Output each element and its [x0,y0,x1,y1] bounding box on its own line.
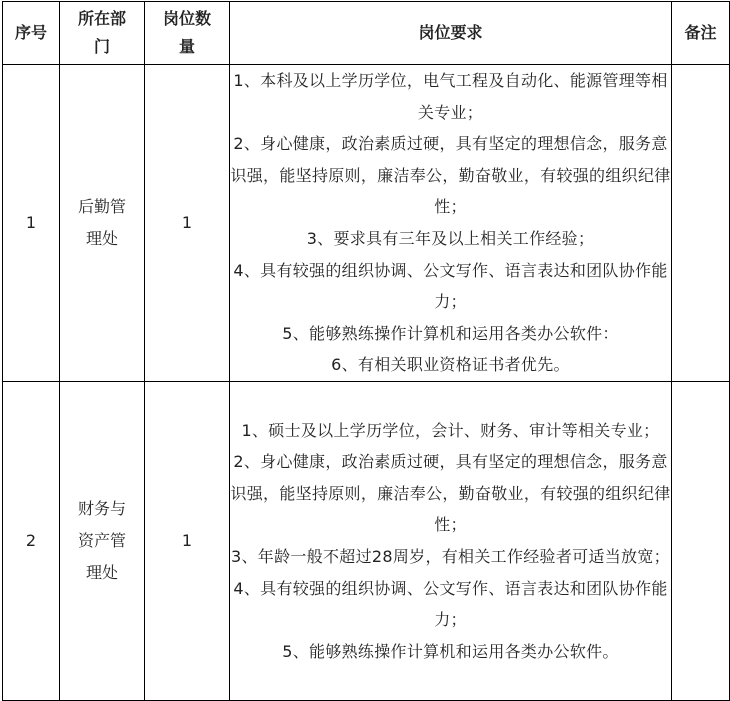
cell-dept: 后勤管理处 [60,65,145,382]
requirement-item: 2、身心健康，政治素质过硬，具有坚定的理想信念，服务意识强，能坚持原则，廉洁奉公，勤奋敬业，有较强的组织纪律性； [230,134,671,217]
cell-requirements [230,381,672,700]
requirement-item: 2、身心健康，政治素质过硬，具有坚定的理想信念，服务意识强，能坚持原则，廉洁奉公，勤奋敬业，有较强的组织纪律性； [230,452,671,535]
requirement-item: 4、具有较强的组织协调、公文写作、语言表达和团队协作能力； [233,578,668,630]
cell-dept: 财务与资产管理处 [60,381,145,700]
cell-seq: 2 [3,381,60,700]
table-row [3,65,730,382]
requirement-item: 6、有相关职业资格证书者优先。 [331,355,570,375]
cell-seq: 1 [3,65,60,382]
requirement-item: 5、能够熟练操作计算机和运用各类办公软件： [282,323,619,343]
header-seq: 序号 [3,2,60,65]
header-notes: 备注 [672,2,730,65]
cell-count: 1 [145,381,230,700]
header-row [3,2,730,65]
requirement-item: 3、要求具有三年及以上相关工作经验； [306,228,595,248]
cell-requirements [230,65,672,382]
header-count: 岗位数量 [145,2,230,65]
requirement-item: 1、本科及以上学历学位，电气工程及自动化、能源管理等相关专业； [233,71,668,122]
job-positions-table [2,1,730,701]
header-requirements: 岗位要求 [230,2,672,65]
requirement-item: 5、能够熟练操作计算机和运用各类办公软件。 [282,641,619,661]
requirement-item: 4、具有较强的组织协调、公文写作、语言表达和团队协作能力； [233,260,668,312]
requirement-item: 1、硕士及以上学历学位，会计、财务、审计等相关专业； [241,420,660,440]
cell-notes [672,381,730,700]
requirement-item: 3、年龄一般不超过28周岁，有相关工作经验者可适当放宽； [231,546,670,566]
table-row [3,381,730,700]
header-dept: 所在部门 [60,2,145,65]
cell-notes [672,65,730,382]
cell-count: 1 [145,65,230,382]
